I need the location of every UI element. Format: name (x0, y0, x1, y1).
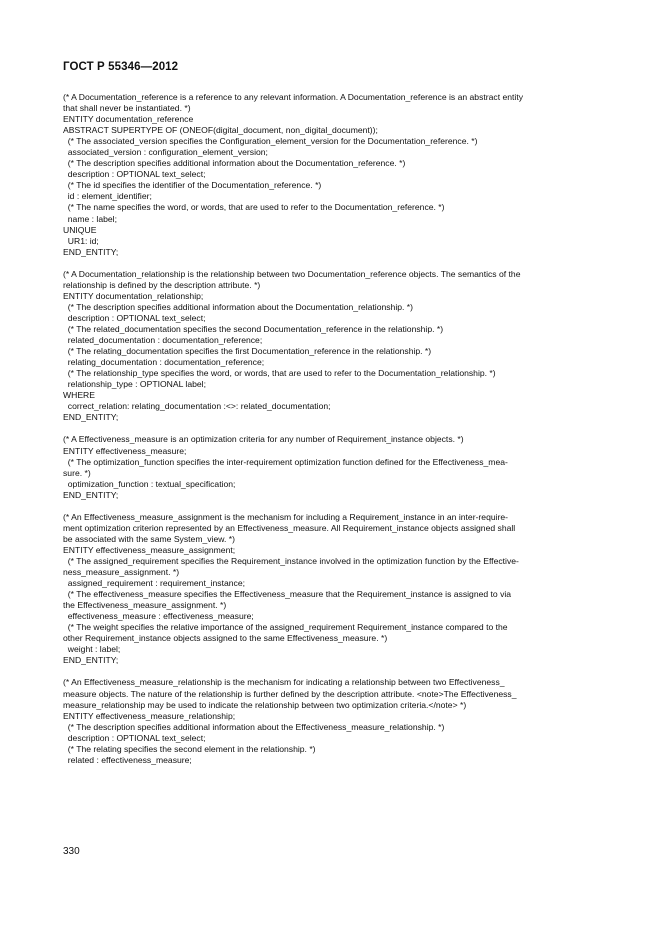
entity-block (63, 92, 603, 258)
entity-block (63, 677, 603, 765)
text-line: ENTITY effectiveness_measure; (63, 445, 187, 456)
block-separator (63, 258, 603, 269)
text-line: (* The effectiveness_measure specifies the Effectiveness_measure that the Requirement_instance is assigned to via (63, 589, 512, 600)
text-line: the Effectiveness_measure_assignment. *) (63, 600, 227, 611)
text-line: measure_relationship may be used to indicate the relationship between two optimization criteria.</note> *) (63, 699, 467, 710)
entity-block (63, 434, 603, 500)
text-line: (* The optimization_function specifies the inter-requirement optimization function defined for the Effectiveness_mea- (63, 456, 508, 467)
entity-block (63, 512, 603, 667)
text-line: relationship is defined by the description attribute. *) (63, 279, 261, 290)
text-line: (* The description specifies additional information about the Effectiveness_measure_relationship. *) (63, 721, 445, 732)
text-line: name : label; (63, 213, 117, 224)
block-separator (63, 666, 603, 677)
text-line: END_ENTITY; (63, 655, 119, 666)
block-separator (63, 501, 603, 512)
text-line: other Requirement_instance objects assigned to the same Effectiveness_measure. *) (63, 633, 388, 644)
text-line: sure. *) (63, 467, 91, 478)
text-line: ENTITY effectiveness_measure_relationship; (63, 710, 236, 721)
text-line: WHERE (63, 390, 95, 401)
text-line: (* The description specifies additional information about the Documentation_relationship. *) (63, 301, 413, 312)
text-line: ABSTRACT SUPERTYPE OF (ONEOF(digital_document, non_digital_document)); (63, 125, 378, 136)
text-line: (* A Documentation_reference is a reference to any relevant information. A Documentation_reference is an abstract entity (63, 92, 524, 102)
text-line: (* An Effectiveness_measure_relationship is the mechanism for indicating a relationship between two Effectiveness_ (63, 677, 505, 688)
page-number: 330 (63, 846, 80, 857)
entity-block (63, 269, 603, 424)
text-line: (* The assigned_requirement specifies the Requirement_instance involved in the optimization function by the Effective- (63, 555, 519, 566)
text-line: description : OPTIONAL text_select; (63, 312, 206, 323)
text-line: assigned_requirement : requirement_instance; (63, 578, 246, 589)
text-line: (* A Documentation_relationship is the relationship between two Documentation_reference objects. The semantics of the (63, 268, 521, 279)
text-line: description : OPTIONAL text_select; (63, 169, 206, 180)
text-line: related_documentation : documentation_reference; (63, 335, 263, 346)
text-line: END_ENTITY; (63, 412, 119, 423)
text-line: (* The relating specifies the second element in the relationship. *) (63, 743, 316, 754)
text-line: effectiveness_measure : effectiveness_measure; (63, 611, 254, 622)
text-line: optimization_function : textual_specification; (63, 478, 236, 489)
text-line: measure objects. The nature of the relationship is further defined by the description attribute. <note>The Effectiveness_ (63, 688, 517, 699)
document-header: ГОСТ Р 55346—2012 (63, 61, 179, 73)
text-line: be associated with the same System_view. *) (63, 533, 235, 544)
text-line: (* The related_documentation specifies the second Documentation_reference in the relationship. *) (63, 323, 444, 334)
document-body (63, 92, 603, 766)
text-line: (* The name specifies the word, or words, that are used to refer to the Documentation_reference. *) (63, 202, 445, 213)
text-line: related : effectiveness_measure; (63, 754, 192, 765)
text-line: (* The associated_version specifies the Configuration_element_version for the Documentation_reference. *) (63, 136, 478, 147)
text-line: ness_measure_assignment. *) (63, 567, 180, 578)
text-line: id : element_identifier; (63, 191, 152, 202)
text-line: (* The description specifies additional information about the Documentation_reference. *) (63, 158, 406, 169)
text-line: description : OPTIONAL text_select; (63, 732, 206, 743)
text-line: END_ENTITY; (63, 489, 119, 500)
text-line: relating_documentation : documentation_reference; (63, 357, 265, 368)
text-line: that shall never be instantiated. *) (63, 103, 191, 114)
text-line: END_ENTITY; (63, 246, 119, 257)
text-line: (* The relating_documentation specifies the first Documentation_reference in the relationship. *) (63, 346, 432, 357)
text-line: (* The id specifies the identifier of the Documentation_reference. *) (63, 180, 322, 191)
text-line: (* The relationship_type specifies the word, or words, that are used to refer to the Documentation_relationship. *) (63, 368, 496, 379)
block-separator (63, 423, 603, 434)
text-line: weight : label; (63, 644, 121, 655)
text-line: associated_version : configuration_element_version; (63, 147, 268, 158)
text-line: (* A Effectiveness_measure is an optimization criteria for any number of Requirement_instance objects. *) (63, 434, 464, 445)
text-line: ENTITY documentation_reference (63, 114, 194, 125)
text-line: (* An Effectiveness_measure_assignment is the mechanism for including a Requirement_instance in an inter-require- (63, 511, 509, 522)
text-line: UR1: id; (63, 235, 99, 246)
text-line: ENTITY documentation_relationship; (63, 290, 204, 301)
text-line: relationship_type : OPTIONAL label; (63, 379, 206, 390)
text-line: UNIQUE (63, 224, 97, 235)
text-line: (* The weight specifies the relative importance of the assigned_requirement Requirement_instance compared to the (63, 622, 508, 633)
text-line: ENTITY effectiveness_measure_assignment; (63, 544, 236, 555)
text-line: ment optimization criterion represented by an Effectiveness_measure. All Requirement_instance objects assigned shall (63, 522, 516, 533)
text-line: correct_relation: relating_documentation :<>: related_documentation; (63, 401, 331, 412)
